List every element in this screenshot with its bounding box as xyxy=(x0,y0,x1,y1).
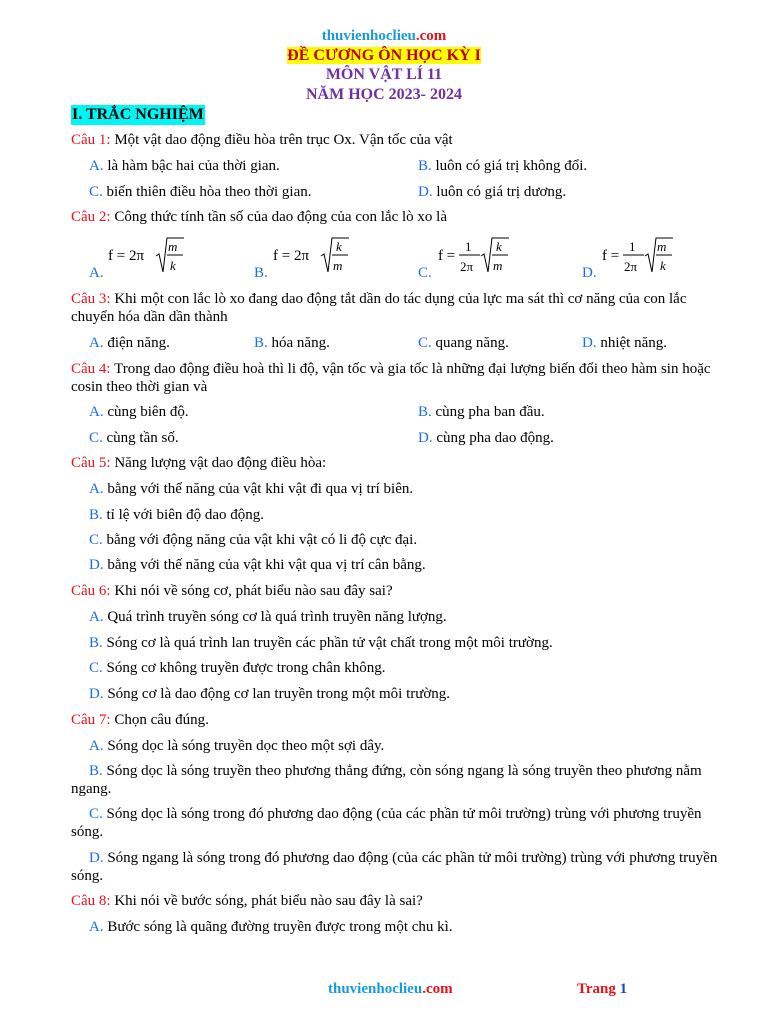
option-letter: A. xyxy=(89,738,104,754)
option-letter: C. xyxy=(418,335,432,351)
q6-option-c xyxy=(89,659,385,677)
option-text: Sóng ngang là sóng trong đó phương dao động (của các phần tử môi trường) trùng với phương truyền sóng. xyxy=(71,850,718,884)
formula-a xyxy=(106,234,186,278)
formula-one: 1 xyxy=(629,239,636,254)
option-letter: C. xyxy=(89,430,103,446)
option-text: quang năng. xyxy=(435,335,509,351)
option-letter: B. xyxy=(254,335,268,351)
option-letter: B. xyxy=(254,265,268,281)
option-letter: D. xyxy=(89,557,104,573)
option-letter: B. xyxy=(89,507,103,523)
option-letter: B. xyxy=(418,404,432,420)
option-text: Sóng cơ là quá trình lan truyền các phần tử vật chất trong một môi trường. xyxy=(106,635,553,651)
question-label: Câu 8: xyxy=(71,893,111,909)
option-text: cùng pha dao động. xyxy=(436,430,554,446)
q4-option-b xyxy=(418,403,545,421)
question-label: Câu 4: xyxy=(71,361,111,377)
option-text: luôn có giá trị không đổi. xyxy=(435,158,588,174)
site-header xyxy=(0,28,768,45)
option-letter: D. xyxy=(89,850,104,866)
option-text: Bước sóng là quãng đường truyền được trong một chu kì. xyxy=(107,919,453,935)
formula-c xyxy=(436,234,516,278)
doc-year: NĂM HỌC 2023- 2024 xyxy=(306,86,462,103)
question-8 xyxy=(71,892,423,910)
formula-text: f = 2π xyxy=(273,248,310,264)
question-label: Câu 7: xyxy=(71,712,111,728)
doc-title: ĐỀ CƯƠNG ÔN HỌC KỲ I xyxy=(287,47,481,64)
formula-text: f = xyxy=(602,248,620,264)
option-letter: A. xyxy=(89,335,104,351)
option-text: luôn có giá trị dương. xyxy=(436,184,567,200)
formula-k: k xyxy=(170,258,176,273)
option-letter: B. xyxy=(418,158,432,174)
formula-m: m xyxy=(493,258,503,273)
option-letter: C. xyxy=(89,806,103,822)
question-text: Trong dao động điều hoà thì li độ, vận tốc và gia tốc là những đại lượng biến đổi theo hàm sin hoặc cosin theo thời gian và xyxy=(71,361,711,395)
question-label: Câu 2: xyxy=(71,209,111,225)
formula-k: k xyxy=(336,239,342,254)
question-label: Câu 3: xyxy=(71,291,111,307)
option-text: là hàm bậc hai của thời gian. xyxy=(107,158,280,174)
q5-option-c xyxy=(89,531,417,549)
question-text: Một vật dao động điều hòa trên trục Ox. Vận tốc của vật xyxy=(110,132,453,148)
option-letter: A. xyxy=(89,919,104,935)
formula-k: k xyxy=(496,239,502,254)
formula-d xyxy=(600,234,680,278)
option-letter: A. xyxy=(89,481,104,497)
page-word: Trang xyxy=(577,981,616,997)
question-6 xyxy=(71,582,393,600)
option-text: Quá trình truyền sóng cơ là quá trình truyền năng lượng. xyxy=(107,609,447,625)
option-text: cùng pha ban đầu. xyxy=(435,404,545,420)
q1-option-a xyxy=(89,157,280,175)
option-text: cùng tần số. xyxy=(106,430,179,446)
section-heading: I. TRẮC NGHIỆM xyxy=(72,106,204,123)
q3-option-b xyxy=(254,334,330,352)
option-letter: A. xyxy=(89,609,104,625)
question-text: Khi một con lắc lò xo đang dao động tắt dần do tác dụng của lực ma sát thì cơ năng của con lắc chuyển hóa dần dần thành xyxy=(71,291,687,325)
site-name: thuvienhoclieu xyxy=(321,28,416,44)
footer-site-tld: .com xyxy=(422,981,453,997)
question-3 xyxy=(71,290,721,326)
formula-k: k xyxy=(660,258,666,273)
option-text: biến thiên điều hòa theo thời gian. xyxy=(106,184,312,200)
option-text: Sóng dọc là sóng trong đó phương dao động (của các phần tử môi trường) trùng với phương truyền sóng. xyxy=(71,806,702,840)
option-text: hóa năng. xyxy=(271,335,330,351)
doc-title-wrap xyxy=(0,47,768,65)
doc-subject: MÔN VẬT LÍ 11 xyxy=(325,66,443,83)
q7-option-a xyxy=(89,737,384,755)
q5-option-d xyxy=(89,556,426,574)
option-text: điện năng. xyxy=(107,335,170,351)
q7-option-d xyxy=(71,849,721,885)
formula-two-pi: 2π xyxy=(460,259,474,274)
q2-option-c-letter xyxy=(418,264,432,282)
option-letter: D. xyxy=(418,430,433,446)
footer-site-name: thuvienhoclieu xyxy=(328,981,423,997)
option-letter: A. xyxy=(89,158,104,174)
q3-option-c xyxy=(418,334,509,352)
q4-option-d xyxy=(418,429,554,447)
q4-option-a xyxy=(89,403,189,421)
q1-option-c xyxy=(89,183,311,201)
formula-m: m xyxy=(168,239,178,254)
q1-option-d xyxy=(418,183,566,201)
question-label: Câu 1: xyxy=(71,132,111,148)
question-2 xyxy=(71,208,447,226)
option-letter: D. xyxy=(582,265,597,281)
q1-option-b xyxy=(418,157,587,175)
option-text: bằng với thế năng của vật khi vật qua vị trí cân bằng. xyxy=(107,557,426,573)
question-7 xyxy=(71,711,209,729)
option-letter: D. xyxy=(418,184,433,200)
page-num: 1 xyxy=(619,981,628,997)
q7-option-b xyxy=(71,762,721,798)
formula-text: f = xyxy=(438,248,456,264)
option-letter: C. xyxy=(89,660,103,676)
option-letter: A. xyxy=(89,404,104,420)
q7-option-c xyxy=(71,805,721,841)
option-letter: D. xyxy=(89,686,104,702)
q6-option-d xyxy=(89,685,450,703)
option-letter: B. xyxy=(89,763,103,779)
question-text: Năng lượng vật dao động điều hòa: xyxy=(110,455,327,471)
option-letter: C. xyxy=(418,265,432,281)
option-letter: D. xyxy=(582,335,597,351)
option-letter: B. xyxy=(89,635,103,651)
q5-option-a xyxy=(89,480,413,498)
formula-b xyxy=(271,234,351,278)
question-5 xyxy=(71,454,326,472)
option-text: cùng biên độ. xyxy=(107,404,189,420)
option-letter: A. xyxy=(89,265,104,281)
question-4 xyxy=(71,360,721,396)
question-text: Khi nói về sóng cơ, phát biểu nào sau đây sai? xyxy=(110,583,393,599)
footer-site xyxy=(328,981,453,998)
question-text: Chọn câu đúng. xyxy=(110,712,209,728)
q3-option-a xyxy=(89,334,170,352)
option-letter: C. xyxy=(89,184,103,200)
q5-option-b xyxy=(89,506,264,524)
option-text: Sóng dọc là sóng truyền theo phương thẳng đứng, còn sóng ngang là sóng truyền theo phương nằm ngang. xyxy=(71,763,702,797)
site-tld: .com xyxy=(415,28,447,44)
question-1 xyxy=(71,131,453,149)
option-text: bằng với động năng của vật khi vật có li độ cực đại. xyxy=(106,532,418,548)
formula-m: m xyxy=(333,258,343,273)
option-text: Sóng cơ không truyền được trong chân không. xyxy=(106,660,386,676)
option-text: nhiệt năng. xyxy=(600,335,667,351)
q8-option-a xyxy=(89,918,453,936)
formula-m: m xyxy=(657,239,667,254)
option-letter: C. xyxy=(89,532,103,548)
option-text: Sóng dọc là sóng truyền dọc theo một sợi dây. xyxy=(107,738,385,754)
question-text: Khi nói về bước sóng, phát biểu nào sau đây là sai? xyxy=(110,893,423,909)
q2-option-d-letter xyxy=(582,264,597,282)
option-text: Sóng cơ là dao động cơ lan truyền trong một môi trường. xyxy=(107,686,451,702)
q2-option-a-letter xyxy=(89,264,104,282)
q6-option-b xyxy=(89,634,553,652)
q3-option-d xyxy=(582,334,667,352)
q2-option-b-letter xyxy=(254,264,268,282)
question-label: Câu 5: xyxy=(71,455,111,471)
formula-one: 1 xyxy=(465,239,472,254)
option-text: bằng với thế năng của vật khi vật đi qua vị trí biên. xyxy=(107,481,414,497)
q6-option-a xyxy=(89,608,447,626)
q4-option-c xyxy=(89,429,179,447)
option-text: tỉ lệ với biên độ dao động. xyxy=(106,507,265,523)
formula-two-pi: 2π xyxy=(624,259,638,274)
page-number xyxy=(577,981,627,998)
formula-text: f = 2π xyxy=(108,248,145,264)
question-text: Công thức tính tần số của dao động của con lắc lò xo là xyxy=(110,209,447,225)
question-label: Câu 6: xyxy=(71,583,111,599)
